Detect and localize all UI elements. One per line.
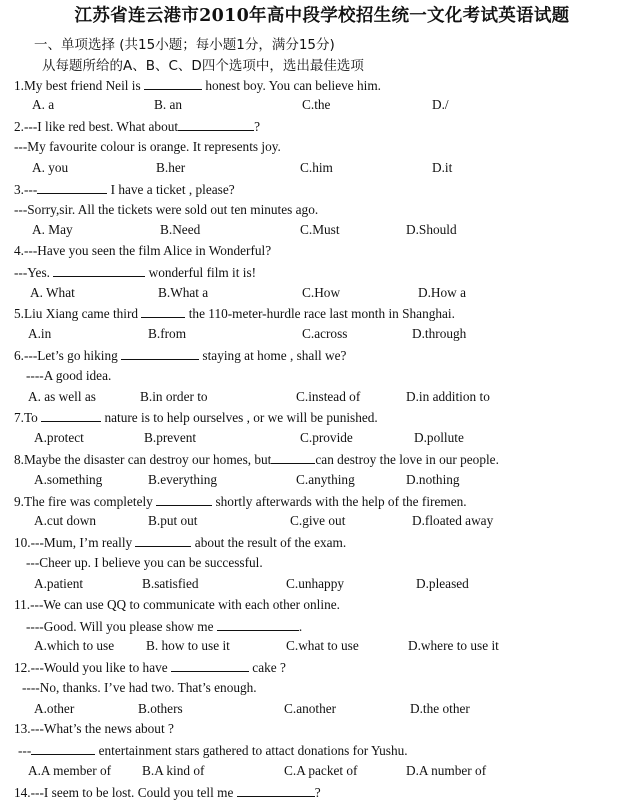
question-text: honest boy. You can believe him. [202,78,381,93]
question-8-line-1 [14,451,499,468]
question-8-option-b[interactable]: B.everything [148,472,218,487]
answer-blank[interactable] [37,181,107,194]
question-text: 10.---Mum, I’m really [14,535,136,550]
question-11-option-c[interactable]: C.what to use [286,638,359,653]
question-text: . [298,619,303,634]
question-2-option-b[interactable]: B.her [156,160,186,175]
question-1-option-a[interactable]: A. a [32,97,55,112]
question-1-line-1 [14,77,381,94]
question-5-line-1 [14,305,455,322]
answer-blank[interactable] [237,784,315,797]
question-1-option-d[interactable]: D./ [432,97,449,112]
question-13-option-a[interactable]: A.A member of [28,763,112,778]
question-7-option-c[interactable]: C.provide [300,430,353,445]
answer-blank[interactable] [53,264,145,277]
answer-blank[interactable] [31,742,95,755]
question-text: ? [314,785,321,800]
question-1-option-c[interactable]: C.the [302,97,331,112]
question-10-option-d[interactable]: D.pleased [416,576,469,591]
question-text: ----A good idea. [26,368,112,383]
question-text: ---My favourite colour is orange. It represents joy. [14,139,281,154]
question-5-option-a[interactable]: A.in [28,326,52,341]
question-10-option-c[interactable]: C.unhappy [286,576,344,591]
question-12-option-b[interactable]: B.others [138,701,183,716]
question-text: 4.---Have you seen the film Alice in Wonderful? [14,243,272,258]
question-13-option-c[interactable]: C.A packet of [284,763,358,778]
question-6-option-c[interactable]: C.instead of [296,389,361,404]
question-7-option-b[interactable]: B.prevent [144,430,197,445]
question-2-option-a[interactable]: A. you [32,160,69,175]
question-12-line-2 [22,680,257,696]
question-text: staying at home , shall we? [199,348,347,363]
question-10-option-b[interactable]: B.satisfied [142,576,199,591]
question-text: wonderful film it is! [145,265,257,280]
question-2-option-c[interactable]: C.him [300,160,333,175]
answer-blank[interactable] [135,534,191,547]
question-11-option-b[interactable]: B. how to use it [146,638,230,653]
question-text: 5.Liu Xiang came third [14,306,142,321]
question-4-option-c[interactable]: C.How [302,285,341,300]
question-2-line-2 [14,139,281,155]
question-3-line-2 [14,202,318,218]
question-text: 7.To [14,410,42,425]
question-13-option-b[interactable]: B.A kind of [142,763,205,778]
question-12-option-d[interactable]: D.the other [410,701,470,716]
question-text: the 110-meter-hurdle race last month in Shanghai. [185,306,455,321]
question-text: 8.Maybe the disaster can destroy our homes, but [14,452,272,467]
question-13-line-2 [18,742,408,759]
question-5-option-b[interactable]: B.from [148,326,187,341]
answer-blank[interactable] [217,618,299,631]
question-12-option-c[interactable]: C.another [284,701,337,716]
question-11-line-2 [26,618,302,635]
question-text: 1.My best friend Neil is [14,78,144,93]
question-5-option-d[interactable]: D.through [412,326,467,341]
answer-blank[interactable] [171,659,249,672]
question-4-option-b[interactable]: B.What a [158,285,209,300]
question-13-option-d[interactable]: D.A number of [406,763,487,778]
question-text: 3.--- [14,182,38,197]
question-2-option-d[interactable]: D.it [432,160,453,175]
answer-blank[interactable] [121,347,199,360]
question-text: 12.---Would you like to have [14,660,171,675]
question-text: 2.---I like red best. What about [14,119,179,134]
question-11-option-d[interactable]: D.where to use it [408,638,499,653]
question-3-option-b[interactable]: B.Need [160,222,201,237]
question-4-line-2 [14,264,256,281]
question-text: about the result of the exam. [191,535,347,550]
answer-blank[interactable] [41,409,101,422]
question-text: ----No, thanks. I’ve had two. That’s enough. [22,680,257,695]
question-7-option-a[interactable]: A.protect [34,430,84,445]
question-12-line-1 [14,659,286,676]
question-text: can destroy the love in our people. [315,452,499,467]
question-text: 9.The fire was completely [14,494,157,509]
question-4-line-1 [14,243,271,259]
answer-blank[interactable] [141,305,185,318]
question-3-option-c[interactable]: C.Must [300,222,340,237]
question-text: ---Yes. [14,265,54,280]
question-6-option-b[interactable]: B.in order to [140,389,208,404]
question-10-line-1 [14,534,346,551]
question-text: I have a ticket , please? [107,182,235,197]
question-10-option-a[interactable]: A.patient [34,576,84,591]
question-9-option-c[interactable]: C.give out [290,513,346,528]
question-5-option-c[interactable]: C.across [302,326,348,341]
question-text: ---Cheer up. I believe you can be successful. [26,555,263,570]
question-text: ? [254,119,260,134]
section-heading: 一、单项选择 (共15小题；每小题1分，满分15分) [34,37,335,53]
question-2-line-1 [14,118,260,135]
question-text: 6.---Let’s go hiking [14,348,122,363]
question-9-option-d[interactable]: D.floated away [412,513,494,528]
question-text: --- [18,743,32,758]
answer-blank[interactable] [178,118,254,131]
question-text: ----Good. Will you please show me [26,619,217,634]
question-text: nature is to help ourselves , or we will be punished. [101,410,378,425]
answer-blank[interactable] [271,451,315,464]
question-8-option-c[interactable]: C.anything [296,472,355,487]
question-1-option-b[interactable]: B. an [154,97,183,112]
question-text: 13.---What’s the news about ? [14,721,174,736]
answer-blank[interactable] [144,77,202,90]
exam-title: 江苏省连云港市2010年高中段学校招生统一文化考试英语试题 [74,6,570,26]
question-9-option-a[interactable]: A.cut down [34,513,97,528]
question-9-option-b[interactable]: B.put out [148,513,198,528]
question-text: cake ? [248,660,286,675]
question-14-line-1 [14,784,321,801]
question-12-option-a[interactable]: A.other [34,701,75,716]
question-9-line-1 [14,493,467,510]
question-3-option-a[interactable]: A. May [32,222,73,237]
question-text: 14.---I seem to be lost. Could you tell me [14,785,237,800]
question-6-line-2 [26,368,111,384]
question-3-option-d[interactable]: D.Should [406,222,457,237]
question-13-line-1 [14,721,174,737]
question-text: entertainment stars gathered to attact donations for Yushu. [95,743,408,758]
question-8-option-a[interactable]: A.something [34,472,103,487]
question-text: 11.---We can use QQ to communicate with each other online. [14,597,340,612]
question-7-option-d[interactable]: D.pollute [414,430,464,445]
question-11-line-1 [14,597,340,613]
question-8-option-d[interactable]: D.nothing [406,472,460,487]
question-6-line-1 [14,347,346,364]
question-text: shortly afterwards with the help of the firemen. [212,494,467,509]
question-3-line-1 [14,181,235,198]
question-7-line-1 [14,409,378,426]
question-6-option-d[interactable]: D.in addition to [406,389,490,404]
question-6-option-a[interactable]: A. as well as [28,389,96,404]
section-instruction: 从每题所给的A、B、C、D四个选项中，选出最佳选项 [42,58,364,74]
answer-blank[interactable] [156,493,212,506]
question-text: ---Sorry,sir. All the tickets were sold out ten minutes ago. [14,202,319,217]
question-10-line-2 [26,555,263,571]
question-4-option-d[interactable]: D.How a [418,285,467,300]
question-4-option-a[interactable]: A. What [30,285,75,300]
question-11-option-a[interactable]: A.which to use [34,638,115,653]
